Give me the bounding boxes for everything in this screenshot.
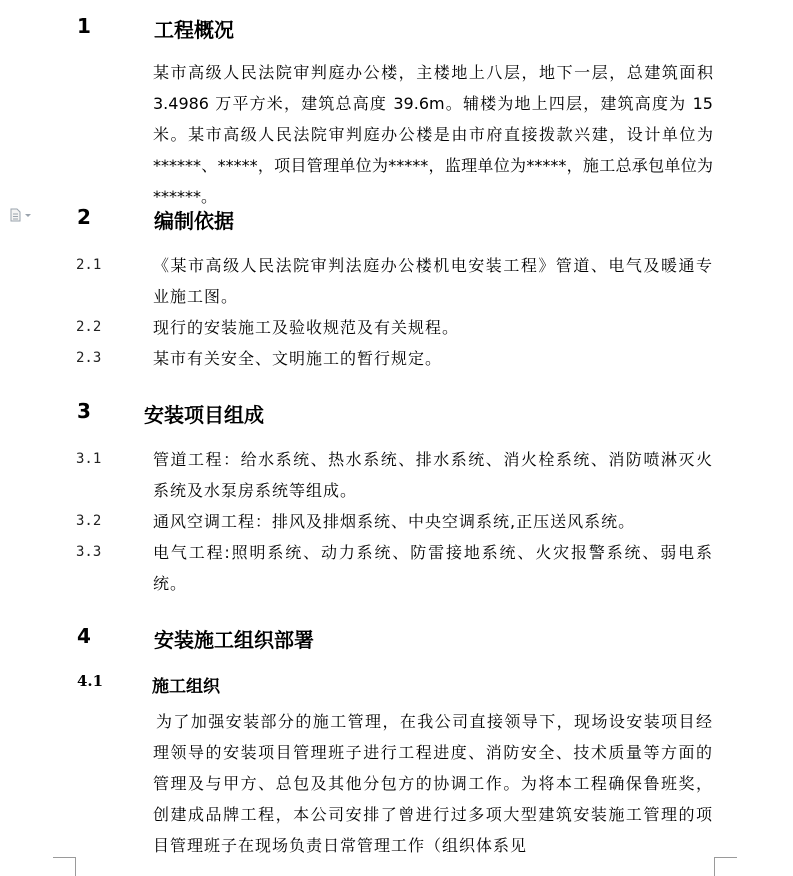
item-number: 3.1 bbox=[76, 451, 102, 467]
section-number: 3 bbox=[77, 399, 91, 423]
item-number: 2.1 bbox=[76, 257, 102, 273]
item-text: 某市有关安全、文明施工的暂行规定。 bbox=[153, 349, 443, 368]
section-number: 2 bbox=[77, 205, 91, 229]
section-number: 4 bbox=[77, 624, 91, 648]
page-corner-mark-left bbox=[53, 857, 76, 876]
section-title: 安装施工组织部署 bbox=[154, 628, 314, 652]
page-corner-mark-right bbox=[714, 857, 737, 876]
item-text: 《某市高级人民法院审判法庭办公楼机电安装工程》管道、电气及暖通专业施工图。 bbox=[153, 256, 713, 306]
section-title: 编制依据 bbox=[154, 209, 234, 233]
item-text: 管道工程：给水系统、热水系统、排水系统、消火栓系统、消防喷淋灭火系统及水泵房系统等组成。 bbox=[153, 450, 713, 500]
subsection-number: 4.1 bbox=[77, 672, 104, 690]
section-title: 工程概况 bbox=[154, 18, 234, 42]
item-number: 3.2 bbox=[76, 513, 102, 529]
organization-paragraph: 为了加强安装部分的施工管理，在我公司直接领导下，现场设安装项目经理领导的安装项目管理班子进行工程进度、消防安全、技术质量等方面的管理及与甲方、总包及其他分包方的协调工作。为将本工程确保鲁班奖，创建成品牌工程，本公司安排了曾进行过多项大型建筑安装施工管理的项目管理班子在现场负责日常管理工作（组织体系见 bbox=[153, 712, 713, 855]
document-icon[interactable] bbox=[10, 207, 32, 221]
subsection-title: 施工组织 bbox=[152, 677, 220, 697]
section-number: 1 bbox=[77, 14, 91, 38]
item-text: 通风空调工程：排风及排烟系统、中央空调系统,正压送风系统。 bbox=[153, 512, 636, 531]
item-text: 电气工程:照明系统、动力系统、防雷接地系统、火灾报警系统、弱电系统。 bbox=[153, 543, 713, 593]
item-text: 现行的安装施工及验收规范及有关规程。 bbox=[153, 318, 460, 337]
item-number: 3.3 bbox=[76, 544, 102, 560]
item-number: 2.2 bbox=[76, 319, 102, 335]
overview-paragraph: 某市高级人民法院审判庭办公楼，主楼地上八层，地下一层，总建筑面积 3.4986 万平方米，建筑总高度 39.6m。辅楼为地上四层，建筑高度为 15 米。某市高级人民法院审判庭办公楼是由市府直接拨款兴建，设计单位为******、*****，项目管理单位为*****，监理单位为*****，施工总承包单位为******。 bbox=[153, 63, 713, 206]
item-number: 2.3 bbox=[76, 350, 102, 366]
section-title: 安装项目组成 bbox=[144, 403, 264, 427]
